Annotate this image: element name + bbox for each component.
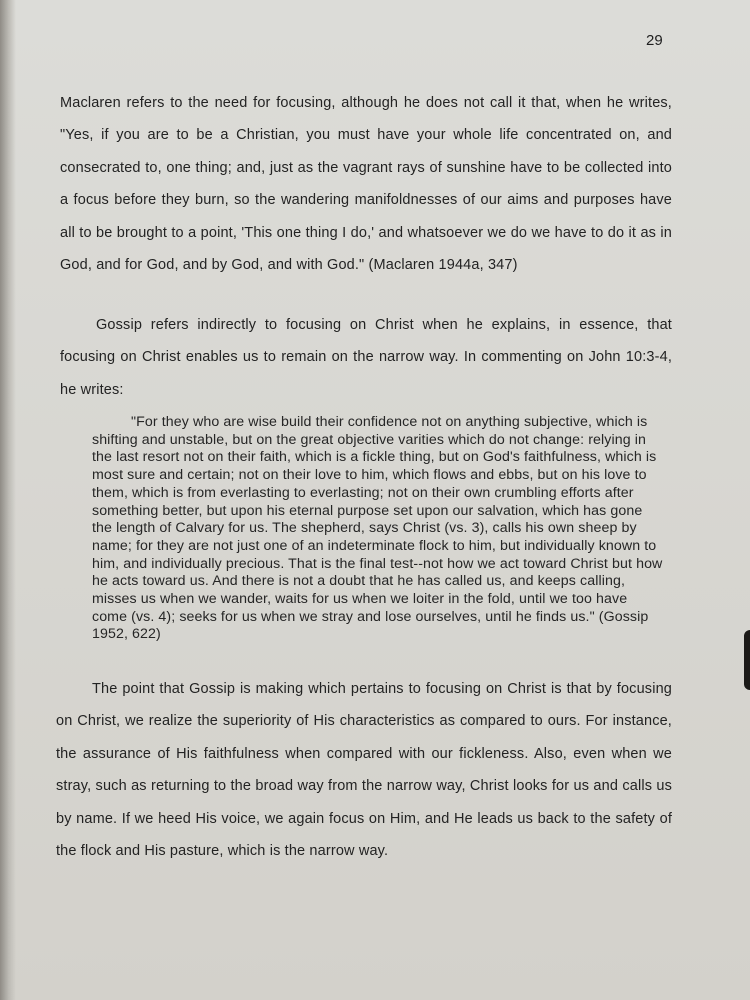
paragraph-gossip-intro: Gossip refers indirectly to focusing on Christ when he explains, in essence, that focusing on Christ enables us to remain on the narrow way. In commenting on John 10:3-4, he writes:	[60, 317, 672, 398]
block-quote-gossip: "For they who are wise build their confidence not on anything subjective, which is shifting and unstable, but on the great objective varities which do not change: relying in the last resort not on their faith, which is a fickle thing, but on God's faithfulness, which is most sure and certain; not on their love to him, which flows and ebbs, but on his love to them, which is from everlasting to everlasting; not on their own crumbling efforts after something better, but upon his eternal purpose set upon our salvation, which has gone the length of Calvary for us. The shepherd, says Christ (vs. 3), calls his own sheep by name; for they are not just one of an indeterminate flock to him, but individually known to him, and individually precious. That is the final test--not how we act toward Christ but how he acts toward us. And there is not a doubt that he has called us, and keeps calling, misses us when we wander, waits for us when we loiter in the fold, until we too have come (vs. 4); seeks for us when we stray and lose ourselves, until he finds us." (Gossip 1952, 622)	[92, 414, 663, 643]
paragraph-maclaren: Maclaren refers to the need for focusing, although he does not call it that, when he writes, "Yes, if you are to be a Christian, you must have your whole life concentrated on, and consecrated to, one thing; and, just as the vagrant rays of sunshine have to be collected into a focus before they burn, so the wandering manifoldnesses of our aims and purposes have all to be brought to a point, 'This one thing I do,' and whatsoever we do we have to do it as in God, and for God, and by God, and with God." (Maclaren 1944a, 347)	[60, 95, 672, 274]
page-edge-shadow	[744, 630, 750, 690]
page-number: 29	[646, 32, 663, 49]
book-spine-shadow	[0, 0, 16, 1000]
paragraph-conclusion: The point that Gossip is making which pertains to focusing on Christ is that by focusing on Christ, we realize the superiority of His characteristics as compared to ours. For instance, the assurance of His faithfulness when compared with our fickleness. Also, even when we stray, such as returning to the broad way from the narrow way, Christ looks for us and calls us by name. If we heed His voice, we again focus on Him, and He leads us back to the safety of the flock and His pasture, which is the narrow way.	[56, 681, 672, 860]
